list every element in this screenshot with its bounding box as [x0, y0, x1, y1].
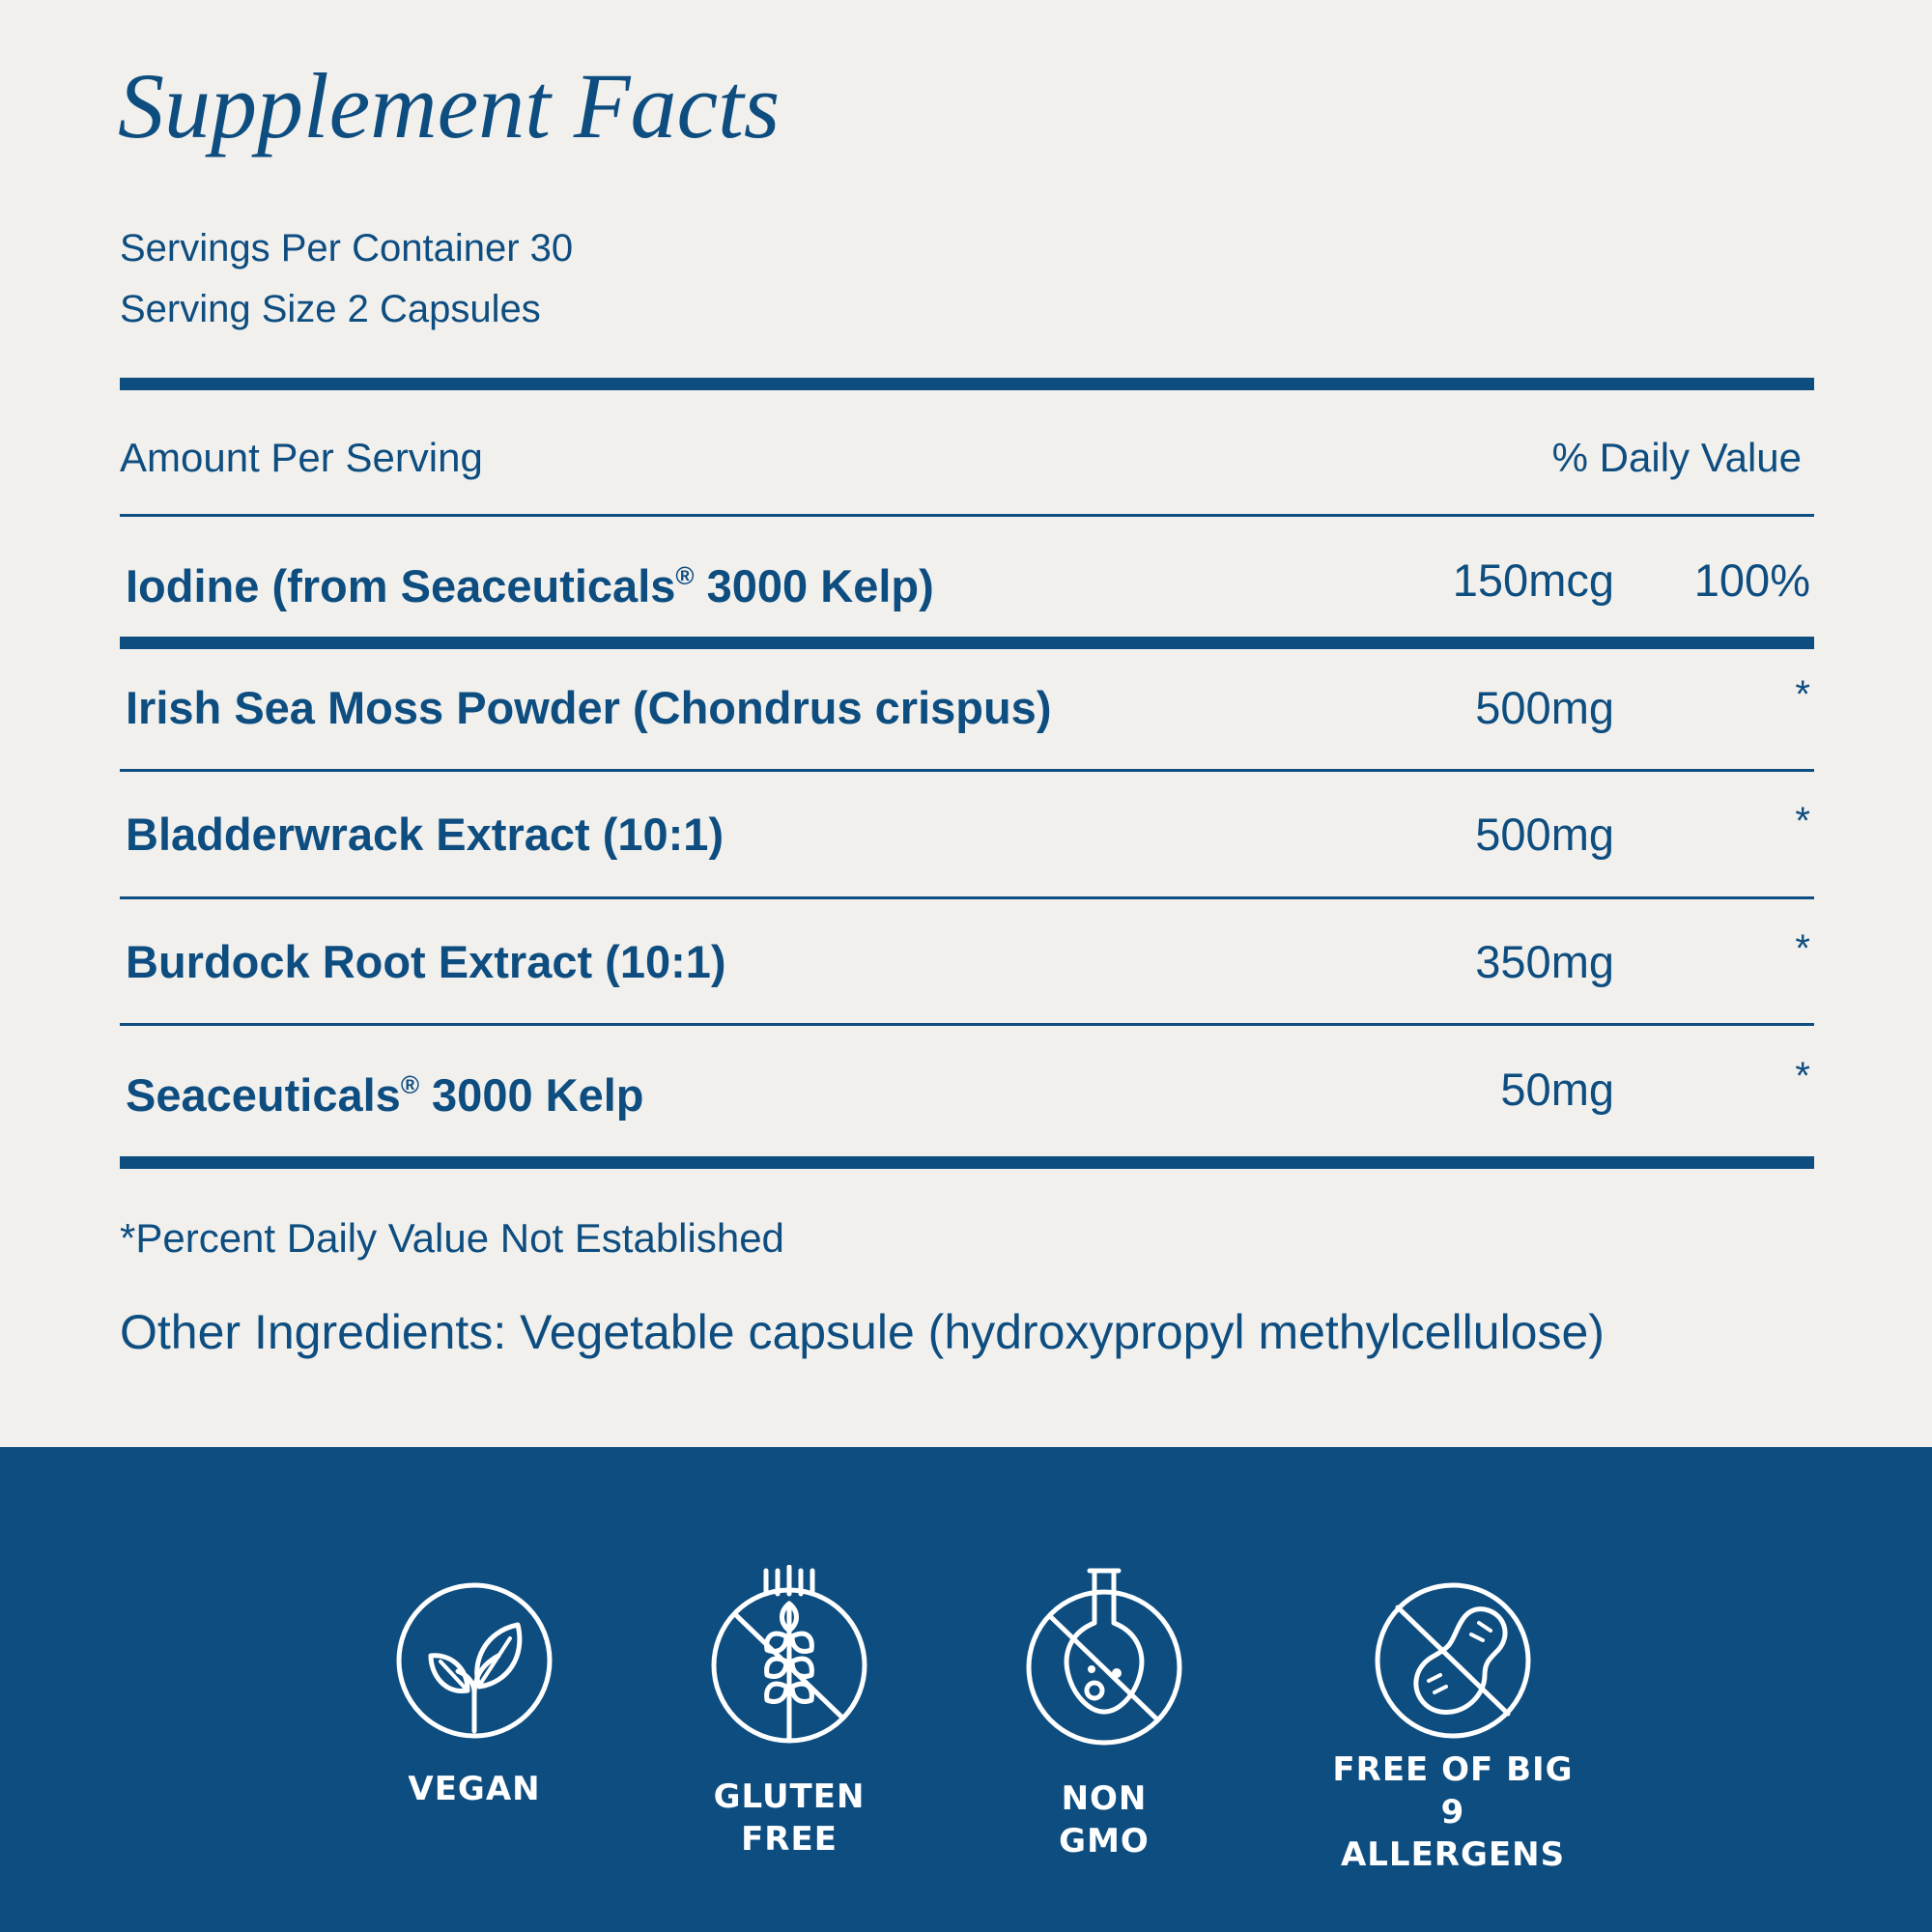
badge-label: VEGAN — [408, 1770, 541, 1808]
table-row — [120, 552, 1814, 610]
ingredient-amount: 150mcg — [1452, 554, 1614, 606]
ingredient-amount: 500mg — [1475, 682, 1614, 733]
top-divider — [120, 378, 1814, 390]
page-title: Supplement Facts — [118, 54, 781, 157]
ingredient-name: Irish Sea Moss Powder (Chondrus crispus) — [126, 682, 1052, 733]
ingredient-amount: 350mg — [1475, 936, 1614, 987]
crossed-wheat-icon — [707, 1565, 871, 1748]
supplement-facts-panel — [120, 0, 1814, 1447]
other-ingredients: Other Ingredients: Vegetable capsule (hydroxypropyl methylcellulose) — [120, 1305, 1605, 1359]
badge-label: NON GMO — [1059, 1779, 1150, 1861]
daily-value-label: % Daily Value — [1551, 435, 1802, 480]
badge-non-gmo — [979, 1567, 1230, 1862]
ingredient-daily-value: * — [1795, 1055, 1810, 1097]
badge-vegan — [349, 1578, 600, 1810]
crossed-flask-icon — [1022, 1567, 1186, 1750]
badge-label: GLUTEN FREE — [713, 1777, 866, 1859]
footnote: *Percent Daily Value Not Established — [120, 1215, 784, 1261]
row-divider-thick — [120, 637, 1814, 649]
table-header — [120, 435, 1802, 481]
ingredient-daily-value: * — [1795, 673, 1810, 716]
ingredient-daily-value: 100% — [1693, 554, 1810, 606]
table-row — [120, 927, 1814, 991]
table-row — [120, 800, 1814, 864]
servings-per-container: Servings Per Container 30 — [120, 227, 574, 270]
crossed-peanut-icon — [1371, 1578, 1535, 1743]
ingredient-daily-value: * — [1795, 927, 1810, 970]
ingredient-name: Iodine (from Seaceuticals® 3000 Kelp) — [126, 559, 934, 611]
table-row — [120, 1055, 1814, 1121]
plant-sprout-icon — [392, 1578, 556, 1743]
table-row — [120, 673, 1814, 737]
bottom-divider — [120, 1156, 1814, 1169]
row-divider — [120, 1023, 1814, 1026]
badge-allergen-free — [1327, 1578, 1578, 1876]
ingredient-amount: 50mg — [1500, 1064, 1614, 1115]
serving-size: Serving Size 2 Capsules — [120, 288, 541, 330]
badge-label: FREE OF BIG 9 ALLERGENS — [1332, 1750, 1574, 1874]
ingredient-name: Seaceuticals® 3000 Kelp — [126, 1068, 644, 1121]
ingredient-name: Bladderwrack Extract (10:1) — [126, 809, 724, 860]
badge-gluten-free — [664, 1565, 915, 1861]
row-divider — [120, 896, 1814, 899]
certification-banner — [0, 1447, 1932, 1932]
row-divider — [120, 769, 1814, 772]
ingredient-name: Burdock Root Extract (10:1) — [126, 936, 726, 987]
header-divider — [120, 514, 1814, 517]
amount-per-serving-label: Amount Per Serving — [120, 435, 483, 480]
ingredient-daily-value: * — [1795, 800, 1810, 842]
ingredient-amount: 500mg — [1475, 809, 1614, 860]
